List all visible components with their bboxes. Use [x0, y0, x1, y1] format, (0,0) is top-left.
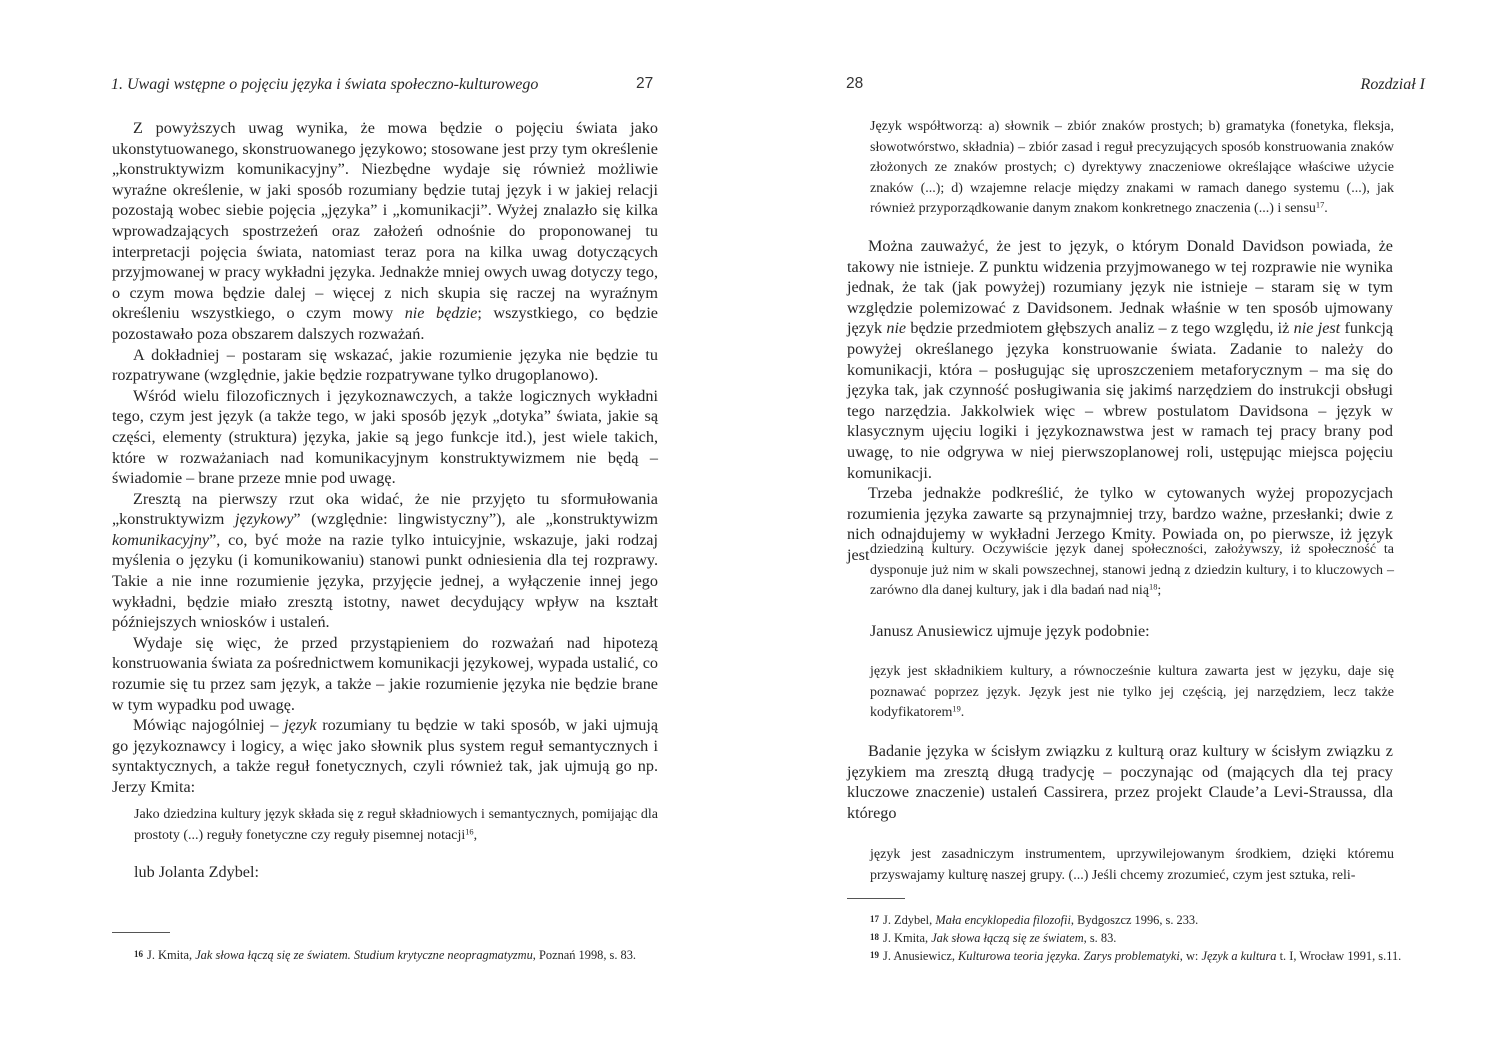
footnote-ref: 17 [1315, 200, 1325, 210]
block-quote: Jako dziedzina kultury język składa się z reguł składniowych i semantycznych, pomijając dla prostoty (...) reguły fonetyczne czy reguły pisemnej notacji$^{16}$, [134, 807, 658, 843]
body-text [847, 236, 1393, 566]
page-number: 27 [636, 75, 654, 92]
footnote-ref: 16 [465, 826, 474, 836]
page-number: 28 [846, 75, 864, 92]
footnote: 16 J. Kmita, Jak słowa łączą się ze światem. Studium krytyczne neopragmatyzmu, Poznań 1998, s. 83. [134, 948, 637, 962]
lead-in-text: Janusz Anusiewicz ujmuje język podobnie: [870, 622, 1150, 640]
block-quote: język jest zasadniczym instrumentem, uprzywilejowanym środkiem, dzięki któremu przyswajamy kulturę naszej grupy. (...) Jeśli chcemy zrozumieć, czym jest sztuka, reli- [870, 847, 1394, 883]
paragraph: Badanie języka w ścisłym związku z kulturą oraz kultury w ścisłym związku z językiem ma zresztą długą tradycję – poczynając od (mających dla tej pracy kluczowe znaczenie) ustaleń Cassirera, przez projekt Claude’a Levi-Straussa, dla którego [847, 742, 1393, 822]
footnote: 17 J. Zdybel, Mała encyklopedia filozofii, Bydgoszcz 1996, s. 233. [870, 913, 1199, 927]
paragraph: Wśród wielu filozoficznych i językoznawczych, a także logicznych wykładni tego, czym jest język (a także tego, w jaki sposób język „dotyka” świata, jakie są części, elementy (struktura) języka, jakie są jego funkcje itd.), jest wiele takich, które w rozważaniach nad komunikacyjnym konstruktywizmem nie będą – świadomie – brane przeze mnie pod uwagę. [112, 386, 658, 488]
paragraph: Wydaje się więc, że przed przystąpieniem do rozważań nad hipotezą konstruowania świata za pośrednictwem komunikacji językowej, wypada ustalić, co rozumie się tu przez sam język, a także – jakie rozumienie języka nie będzie brane w tym wypadku pod uwagę. [112, 633, 658, 714]
running-title: Rozdział I [1360, 76, 1425, 93]
footnote-rule [847, 898, 905, 899]
paragraph: Można zauważyć, że jest to język, o którym Donald Davidson powiada, że takowy nie istnieje. Z punktu widzenia przyjmowanego w tej rozprawie nie wynika jednak, że tak (jak powyżej) rozumiany język nie istnieje – staram się w tym względzie polemizować z Davidsonem. Jednak właśnie w ten sposób ujmowany język nie będzie przedmiotem głębszych analiz – z tego względu, iż nie jest funkcją powyżej określanego języka konstruowanie świata. Zadanie to należy do komunikacji, która – posługując się uproszczeniem metaforycznym – ma się do języka tak, jak czynność posługiwania się jakimś narzędziem do instrukcji obsługi tego narzędzia. Jakkolwiek więc – wbrew postulatom Davidsona – język w klasycznym ujęciu logiki i językoznawstwa jest w ramach tej pracy brany pod uwagę, to nie odgrywa w niej pierwszoplanowej roli, ustępując miejsca pojęciu komunikacji. [847, 237, 1394, 482]
footnote: 18 J. Kmita, Jak słowa łączą się ze światem, s. 83. [870, 931, 1117, 945]
footnote: 19 J. Anusiewicz, Kulturowa teoria języka. Zarys problematyki, w: Język a kultura t. I, Wrocław 1991, s.11. [870, 949, 1402, 963]
block-quote: język jest składnikiem kultury, a równocześnie kultura zawarta jest w języku, daje się poznawać poprzez język. Język jest nie tylko jej częścią, jej narzędziem, lecz także kodyfikatorem$^{19}$. [870, 664, 1394, 720]
body-text [847, 741, 1393, 823]
running-title: 1. Uwagi wstępne o pojęciu języka i świata społeczno-kulturowego [111, 76, 539, 93]
paragraph: Trzeba jednakże podkreślić, że tylko w cytowanych wyżej propozycjach rozumienia języka zawarte są przynajmniej trzy, bardzo ważne, przesłanki; dwie z nich odnajdujemy w wykładni Jerzego Kmity. Powiada on, po pierwsze, iż język jest [847, 484, 1393, 564]
right-page [750, 0, 1500, 1059]
block-quote: Język współtworzą: a) słownik – zbiór znaków prostych; b) gramatyka (fonetyka, fleksja, słowotwórstwo, składnia) – zbiór zasad i reguł precyzujących sposób konstruowania znaków złożonych ze znaków prostych; c) dyrektywy znaczeniowe określające właściwe użycie znaków (...); d) wzajemne relacje między znakami w ramach danego systemu (...), jak również przyporządkowanie danym znakom konkretnego znaczenia (...) i sensu$^{17}$. [870, 119, 1394, 216]
footnote-rule [112, 932, 170, 933]
block-quote: dziedziną kultury. Oczywiście język danej społeczności, założywszy, iż społeczność ta dysponuje już nim w skali powszechnej, stanowi jedną z dziedzin kultury, i to kluczowych – zarówno dla danej kultury, jak i dla badań nad nią$^{18}$; [870, 542, 1394, 598]
paragraph: Zresztą na pierwszy rzut oka widać, że nie przyjęto tu sformułowania „konstruktywizm językowy” (względnie: lingwistyczny”), ale „konstruktywizm komunikacyjny”, co, być może na razie tylko intuicyjnie, wskazuje, jaki rodzaj myślenia o języku (i komunikowaniu) stanowi punkt odniesienia dla tej rozprawy. Takie a nie inne rozumienie języka, przyjęcie jednej, a wyłączenie innej jego wykładni, będzie miało zresztą istotny, nawet decydujący wpływ na kształt późniejszych wniosków i ustaleń. [112, 489, 658, 632]
paragraph: A dokładniej – postaram się wskazać, jakie rozumienie języka nie będzie tu rozpatrywane (względnie, jakie będzie rozpatrywane tylko drugoplanowo). [112, 345, 658, 385]
body-text [112, 118, 658, 798]
paragraph: Mówiąc najogólniej – język rozumiany tu będzie w taki sposób, w jaki ujmują go językoznawcy i logicy, a więc jako słownik plus system reguł semantycznych i syntaktycznych, a także reguł fonetycznych, czyli również tak, jak ujmują go np. Jerzy Kmita: [112, 716, 659, 796]
lead-in-text: lub Jolanta Zdybel: [134, 863, 259, 881]
footnote-ref: 18 [1149, 582, 1158, 592]
paragraph: Z powyższych uwag wynika, że mowa będzie o pojęciu świata jako ukonstytuowanego, skonstruowanego językowo; stosowane jest przy tym określenie „konstruktywizm komunikacyjny”. Niezbędne wydaje się również możliwie wyraźne określenie, w jaki sposób rozumiany będzie tutaj język i w jakiej relacji pozostają wobec siebie pojęcia „języka” i „komunikacji”. Wyżej znalazło się kilka wprowadzających spostrzeżeń oraz założeń odnośnie do proponowanej tu interpretacji pojęcia świata, natomiast teraz pora na kilka uwag dotyczących przyjmowanej w pracy wykładni języka. Jednakże mniej owych uwag dotyczy tego, o czym mowa będzie dalej – więcej z nich skupia się raczej na wyraźnym określeniu wszystkiego, o czym mowy nie będzie; wszystkiego, co będzie pozostawało poza obszarem dalszych rozważań. [112, 119, 658, 343]
footnote-ref: 19 [952, 704, 961, 714]
